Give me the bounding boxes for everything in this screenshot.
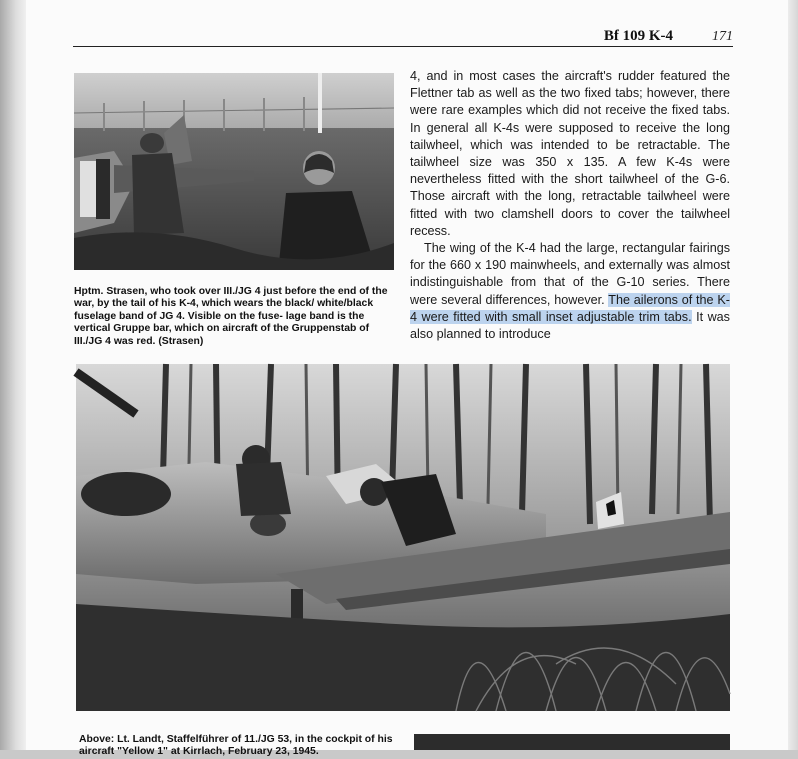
running-header: [73, 24, 733, 47]
photo-bottom-partial: [414, 734, 730, 750]
running-title: Bf 109 K-4: [603, 28, 673, 44]
photo-strasen-k4-tail: [74, 73, 394, 270]
right-page-edge: [788, 0, 798, 750]
page-number: 171: [712, 29, 733, 44]
body-paragraph-2: [410, 240, 730, 343]
highlighted-text-selection[interactable]: The ailerons of the K-4 were fitted with small inset adjustable trim tabs.: [410, 292, 730, 324]
body-paragraph-2-start: The wing of the K-4 had the large, rectangular fairings for the 660 x 190 mainwheels, and externally was almost indistinguishable from that of the G-10 series. There were several differences, however.: [410, 241, 730, 307]
body-paragraph-1: 4, and in most cases the aircraft's rudder featured the Flettner tab as well as the two fixed tabs; however, there were rare examples which did not receive the fixed tabs. In general all K-4s were supposed to receive the long tailwheel, which was intended to be retractable. The tailwheel size was 350 x 135. A few K-4s were nevertheless fitted with the short tailwheel of the G-6. Those aircraft with the long, retractable tailwheel were fitted with two clamshell doors to cover the tailwheel recess.: [410, 69, 730, 238]
photo-caption-strasen: Hptm. Strasen, who took over III./JG 4 just before the end of the war, by the tail of his K-4, which wears the black/ white/black fuselage band of JG 4. Visible on the fuse- lage band is the vertical Gruppe bar, which on aircraft of the Gruppenstab of III./JG 4 was red. (Strasen): [74, 286, 388, 347]
photo-landt-cockpit: [76, 364, 730, 711]
photo-landt-image: [76, 364, 730, 711]
body-text-column: [410, 68, 730, 343]
body-paragraph-2-end: It was also planned to introduce: [410, 309, 730, 342]
book-page: [26, 0, 788, 758]
photo-strasen-image: [74, 73, 394, 270]
photo-caption-landt: Above: Lt. Landt, Staffelführer of 11./JG 53, in the cockpit of his aircraft "Yellow 1" at Kirrlach, February 23, 1945.: [79, 734, 393, 758]
left-page-gutter: [0, 0, 26, 750]
